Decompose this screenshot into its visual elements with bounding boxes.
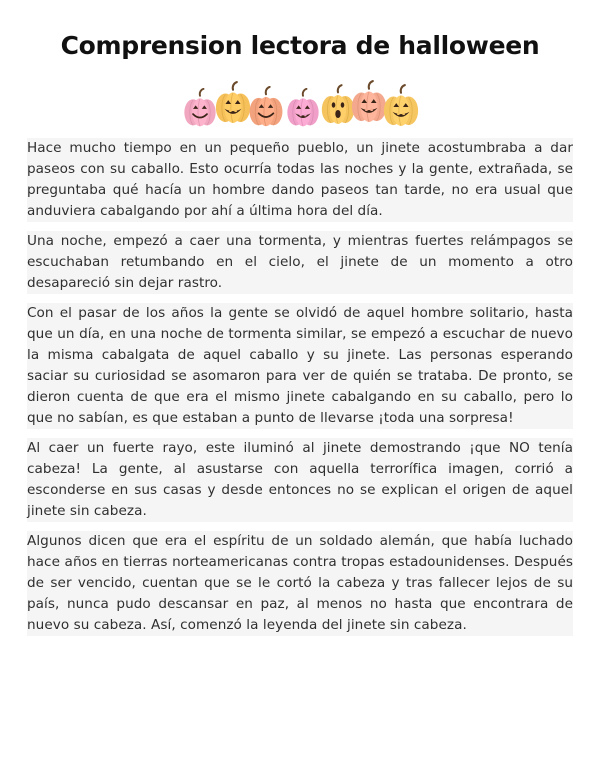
pumpkin-icon <box>382 84 420 128</box>
page-title: Comprension lectora de halloween <box>60 31 540 60</box>
paragraph-2: Una noche, empezó a caer una tormenta, y mientras fuertes relámpagos se escuchaban retumbando en el cielo, el jinete de un momento a otro desapareció sin dejar rastro. <box>27 231 573 294</box>
story-text <box>0 138 600 636</box>
paragraph-4: Al caer un fuerte rayo, este iluminó al jinete demostrando ¡que NO tenía cabeza! La gente, al asustarse con aquella terrorífica imagen, corrió a esconderse en sus casas y desde entonces no se explican el origen de aquel jinete sin cabeza. <box>27 438 573 522</box>
paragraph-3: Con el pasar de los años la gente se olvidó de aquel hombre solitario, hasta que un día, en una noche de tormenta similar, se empezó a escuchar de nuevo la misma cabalgata de aquel caballo y su jinete. Las personas esperando saciar su curiosidad se asomaron para ver de quién se trataba. De pronto, se dieron cuenta de que era el mismo jinete cabalgando en su caballo, pero lo que no sabían, es que estaban a punto de llevarse ¡toda una sorpresa! <box>27 303 573 429</box>
paragraph-5: Algunos dicen que era el espíritu de un soldado alemán, que había luchado hace años en tierras norteamericanas contra tropas estadounidenses. Después de ser vencido, cuentan que se le cortó la cabeza y tras fallecer lejos de su país, nunca pudo descansar en paz, al menos no hasta que encontrara de nuevo su cabeza. Así, comenzó la leyenda del jinete sin cabeza. <box>27 531 573 636</box>
paragraph-1: Hace mucho tiempo en un pequeño pueblo, un jinete acostumbraba a dar paseos con su caballo. Esto ocurría todas las noches y la gente, extrañada, se preguntaba qué hacía un hombre dando paseos tan tarde, no era usual que anduviera cabalgando por ahí a última hora del día. <box>27 138 573 222</box>
pumpkin-row-decoration <box>0 70 600 128</box>
